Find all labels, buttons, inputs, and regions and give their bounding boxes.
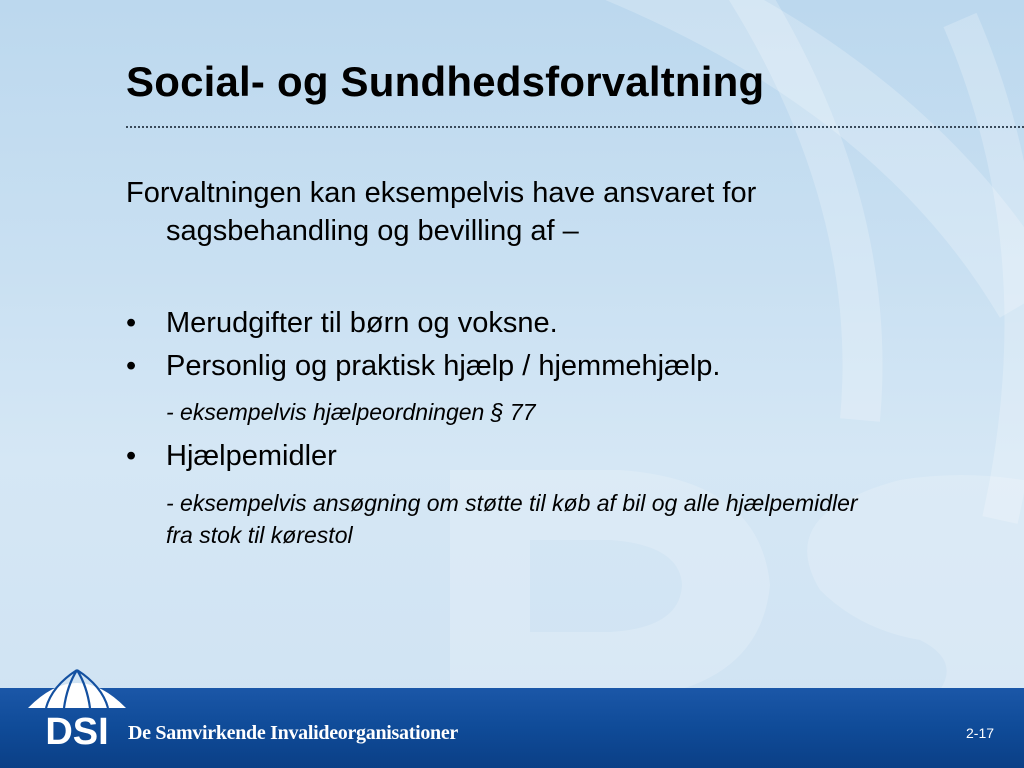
bullet-text: Personlig og praktisk hjælp / hjemmehjælp. — [166, 350, 721, 382]
bullet-marker: • — [126, 350, 137, 382]
dsi-umbrella-logo — [22, 664, 132, 764]
bullet-note: - eksempelvis hjælpeordningen § 77 — [166, 399, 536, 425]
title-divider — [126, 126, 1024, 128]
intro-paragraph: Forvaltningen kan eksempelvis have ansvaret for sagsbehandling og bevilling af – — [126, 177, 757, 247]
bullet-note: - eksempelvis ansøgning om støtte til køb af bil og alle hjælpemidler fra stok til kørestol — [166, 490, 858, 548]
bullet-item — [126, 304, 558, 342]
bullet-text: Hjælpemidler — [166, 440, 337, 472]
bullet-marker: • — [126, 307, 137, 339]
organization-name: De Samvirkende Invalideorganisationer — [128, 722, 459, 744]
bullet-item — [126, 437, 337, 475]
bullet-item — [126, 347, 720, 385]
page-number: 2-17 — [966, 725, 995, 741]
bullet-marker: • — [126, 440, 137, 472]
bullet-text: Merudgifter til børn og voksne. — [166, 307, 558, 339]
logo-text: DSI — [45, 711, 109, 753]
slide-title: Social- og Sundhedsforvaltning — [126, 58, 765, 105]
